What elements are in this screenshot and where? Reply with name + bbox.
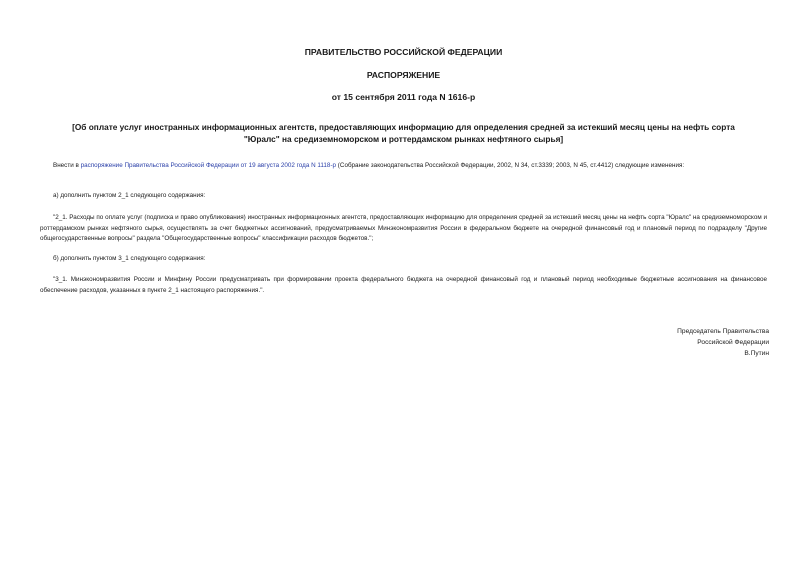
- government-heading: ПРАВИТЕЛЬСТВО РОССИЙСКОЙ ФЕДЕРАЦИИ: [304, 47, 503, 57]
- signatory-position-line-1: Председатель Правительства: [677, 328, 769, 335]
- item-b-paragraph: б) дополнить пунктом 3_1 следующего содержания:: [53, 255, 206, 262]
- document-type-heading: РАСПОРЯЖЕНИЕ: [366, 70, 441, 80]
- referenced-order-link[interactable]: распоряжение Правительства Российской Федерации от 19 августа 2002 года N 1118-р: [80, 162, 337, 169]
- quote-paragraph-2-1: "2_1. Расходы по оплате услуг (подписка и право опубликования) иностранных информационных агентств, предоставляющих информацию для определения средней за истекший месяц цены на нефть сорта "Юралс" на средиземноморском и роттердамском рынках нефтяного сырья, осуществлять за счет бюджетных ассигнований, предусматриваемых Минэкономразвития России в федеральном бюджете на очередной финансовый год и плановый период по подразделу "Другие общегосударственные вопросы" раздела "Общегосударственные вопросы" классификации расходов бюджетов.";: [40, 214, 767, 243]
- signatory-position-line-2: Российской Федерации: [697, 339, 769, 347]
- item-a-paragraph: а) дополнить пунктом 2_1 следующего содержания:: [53, 192, 206, 199]
- intro-paragraph: [40, 161, 767, 172]
- quote-paragraph-3-1: "3_1. Минэкономразвития России и Минфину России предусматривать при формировании проекта федерального бюджета на очередной финансовый год и плановый период необходимые бюджетные ассигнования на финансовое обеспечение расходов, указанных в пункте 2_1 настоящего распоряжения.".: [40, 276, 767, 294]
- document-title-line-2: "Юралс" на средиземноморском и роттердамском рынках нефтяного сырья]: [243, 133, 564, 144]
- intro-suffix: (Собрание законодательства Российской Федерации, 2002, N 34, ст.3339; 2003, N 45, ст.4412) следующие изменения:: [336, 162, 685, 169]
- intro-prefix: Внести в: [53, 162, 81, 169]
- document-date-number: от 15 сентября 2011 года N 1616-р: [331, 92, 476, 102]
- signature-block: [677, 326, 769, 360]
- document-title-line-1: [Об оплате услуг иностранных информационных агентств, предоставляющих информацию для определения средней за истекший месяц цены на нефть сорта: [72, 122, 735, 132]
- document-title: [40, 122, 767, 145]
- signatory-name: В.Путин: [744, 350, 769, 358]
